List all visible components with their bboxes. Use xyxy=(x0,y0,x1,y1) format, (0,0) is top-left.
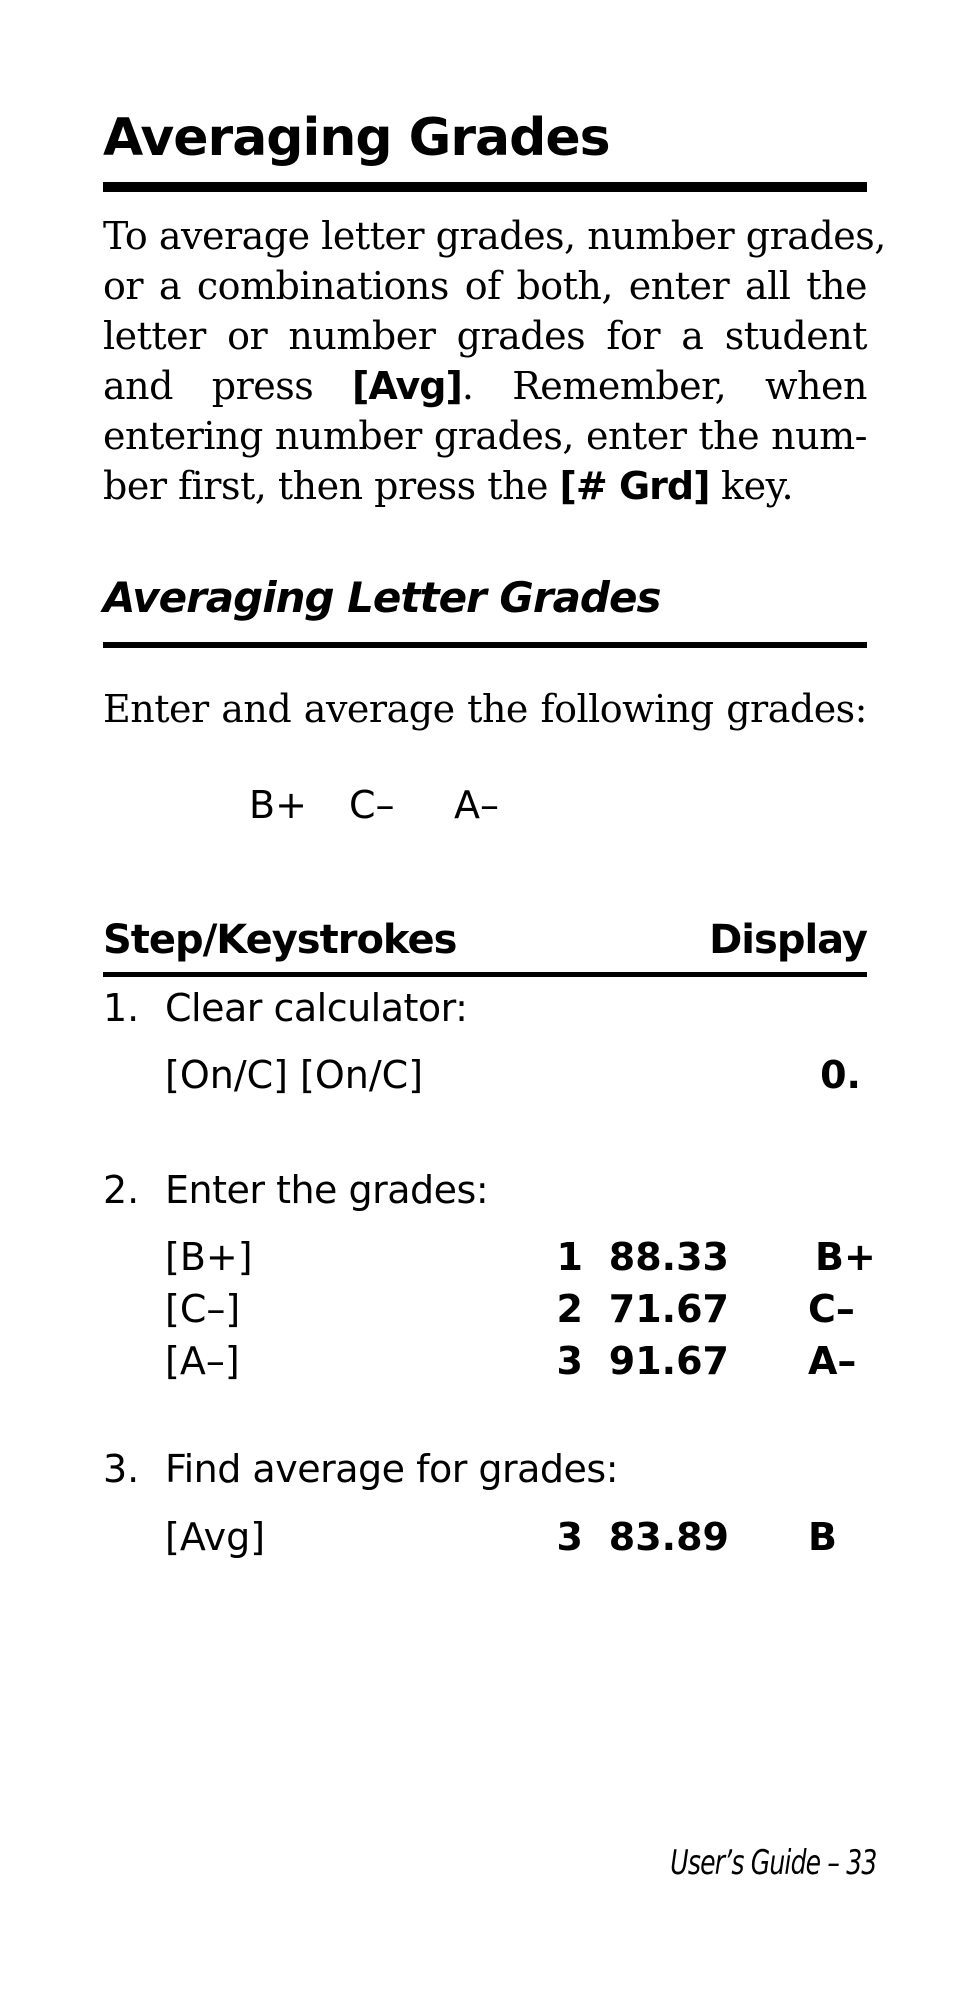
intro-line xyxy=(103,361,867,411)
page-footer: User’s Guide – 33 xyxy=(670,1843,877,1883)
intro-text: letter or number grades for a student xyxy=(103,314,867,358)
display-grade: C– xyxy=(808,1287,855,1331)
intro-text: entering number grades, enter the num- xyxy=(103,414,867,458)
manual-page xyxy=(103,0,886,2009)
intro-line xyxy=(103,311,867,361)
grade-item: A– xyxy=(454,783,499,827)
step-description: Find average for grades: xyxy=(165,1447,619,1491)
grade-item: B+ xyxy=(249,783,307,827)
title-rule xyxy=(103,182,867,192)
display-value: 71.67 xyxy=(608,1287,729,1331)
section-title: Averaging Grades xyxy=(103,108,610,168)
display-value: 88.33 xyxy=(608,1235,729,1279)
display-count: 3 xyxy=(556,1339,583,1383)
header-rule xyxy=(103,972,867,977)
key-name: [# Grd] xyxy=(559,464,710,508)
subsection-rule xyxy=(103,642,867,648)
intro-line xyxy=(103,461,867,511)
intro-line xyxy=(103,211,886,261)
display-column-header: Display xyxy=(709,917,867,963)
step-number: 3. xyxy=(103,1447,140,1491)
keystroke: [B+] xyxy=(165,1235,253,1279)
steps-column-header: Step/Keystrokes xyxy=(103,917,457,963)
grade-item: C– xyxy=(349,783,395,827)
intro-text: ber first, then press the xyxy=(103,464,560,508)
keystroke: [C–] xyxy=(165,1287,241,1331)
intro-text: To average letter grades, number grades, xyxy=(103,214,886,258)
display-value: 83.89 xyxy=(608,1515,729,1559)
display-grade: A– xyxy=(808,1339,857,1383)
display-value: 91.67 xyxy=(608,1339,729,1383)
keystroke: [Avg] xyxy=(165,1515,266,1559)
step-number: 1. xyxy=(103,986,140,1030)
display-count: 2 xyxy=(556,1287,583,1331)
display-count: 1 xyxy=(556,1235,583,1279)
intro-text: . Remember, when xyxy=(461,364,867,408)
step-description: Enter the grades: xyxy=(165,1168,489,1212)
display-grade: B xyxy=(808,1515,837,1559)
subsection-title: Averaging Letter Grades xyxy=(103,573,661,622)
intro-line xyxy=(103,261,867,311)
intro-paragraph xyxy=(103,211,886,511)
intro-text: or a combinations of both, enter all the xyxy=(103,264,867,308)
display-grade: B+ xyxy=(815,1235,876,1279)
intro-text: and press xyxy=(103,364,353,408)
key-name: [Avg] xyxy=(352,364,462,408)
keystroke: [On/C] [On/C] xyxy=(165,1053,424,1097)
step-description: Clear calculator: xyxy=(165,986,468,1030)
intro-line xyxy=(103,411,867,461)
intro-text: key. xyxy=(709,464,794,508)
display-count: 3 xyxy=(556,1515,583,1559)
instruction-text: Enter and average the following grades: xyxy=(103,687,867,731)
step-number: 2. xyxy=(103,1168,140,1212)
keystroke: [A–] xyxy=(165,1339,240,1383)
display-value: 0. xyxy=(820,1053,861,1097)
